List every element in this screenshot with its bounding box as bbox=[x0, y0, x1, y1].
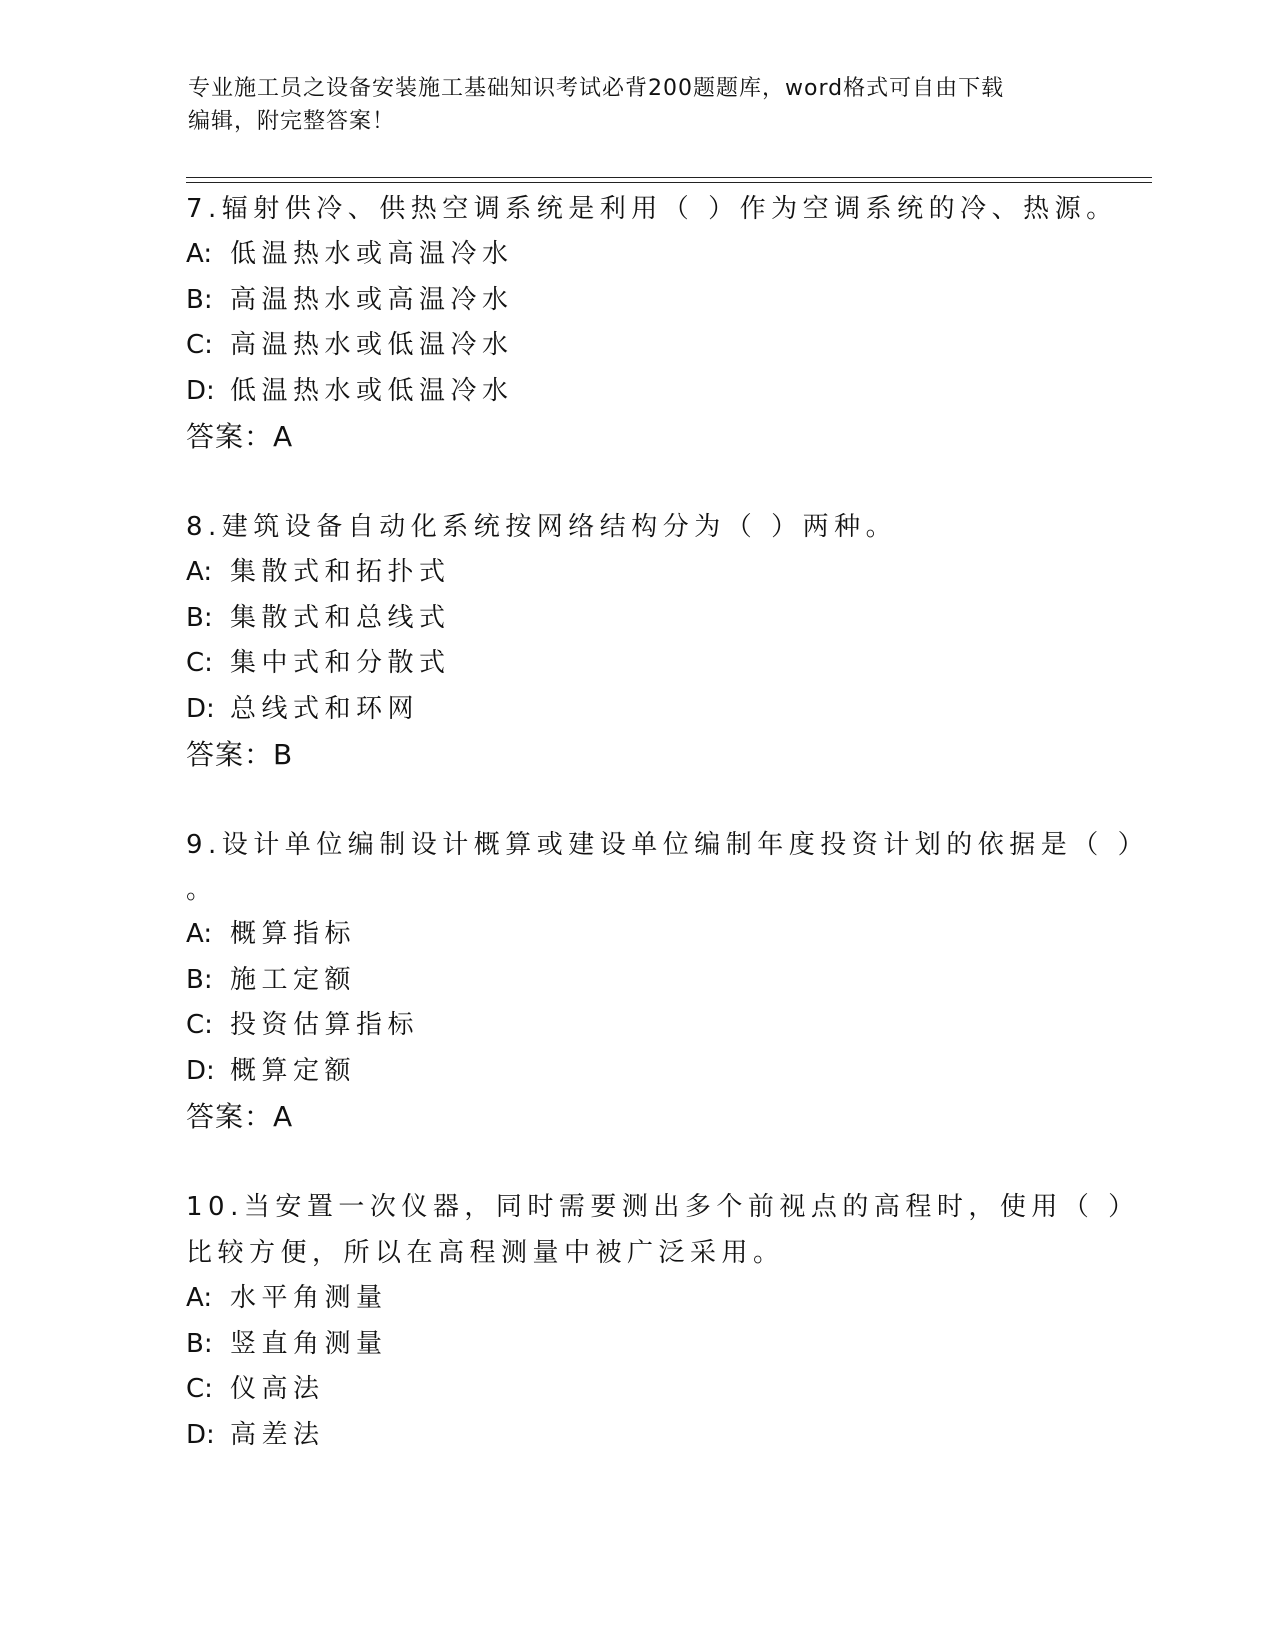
option-c bbox=[186, 641, 1086, 687]
question-stem-continued: 比较方便，所以在高程测量中被广泛采用。 bbox=[186, 1238, 785, 1268]
option-letter: B: bbox=[186, 284, 213, 315]
answer-label: 答案：A bbox=[186, 420, 294, 453]
header-divider-top bbox=[186, 177, 1152, 178]
option-text: 低温热水或低温冷水 bbox=[230, 375, 514, 406]
option-a bbox=[186, 550, 1086, 596]
option-letter: A: bbox=[186, 1283, 213, 1313]
header-divider-bottom bbox=[186, 182, 1152, 183]
option-b bbox=[186, 596, 1086, 642]
option-text: 总线式和环网 bbox=[230, 693, 420, 724]
option-text: 竖直角测量 bbox=[230, 1328, 388, 1359]
question-stem: 7.辐射供冷、供热空调系统是利用（ ）作为空调系统的冷、热源。 bbox=[186, 194, 1118, 224]
option-text: 高温热水或高温冷水 bbox=[230, 284, 514, 315]
option-text: 投资估算指标 bbox=[230, 1010, 420, 1040]
option-c bbox=[186, 1367, 1086, 1413]
option-text: 集散式和总线式 bbox=[230, 602, 451, 633]
option-letter: C: bbox=[186, 1010, 213, 1040]
question-stem-continued: 。 bbox=[186, 875, 218, 905]
option-b bbox=[186, 1322, 1086, 1368]
option-letter: C: bbox=[186, 330, 213, 360]
option-letter: A: bbox=[186, 557, 213, 587]
answer-label: 答案：B bbox=[186, 738, 294, 771]
question-stem: 8.建筑设备自动化系统按网络结构分为（ ）两种。 bbox=[186, 512, 898, 542]
option-d bbox=[186, 1049, 1086, 1095]
option-text: 集散式和拓扑式 bbox=[230, 557, 451, 587]
question-stem: 9.设计单位编制设计概算或建设单位编制年度投资计划的依据是（ ） bbox=[186, 830, 1150, 860]
option-letter: A: bbox=[186, 919, 213, 949]
option-text: 概算指标 bbox=[230, 919, 357, 949]
option-letter: A: bbox=[186, 239, 213, 269]
option-text: 低温热水或高温冷水 bbox=[230, 239, 514, 269]
option-letter: C: bbox=[186, 1374, 213, 1404]
question-7 bbox=[186, 186, 1118, 460]
option-text: 概算定额 bbox=[230, 1055, 357, 1086]
option-letter: D: bbox=[186, 1419, 215, 1450]
option-text: 施工定额 bbox=[230, 964, 357, 995]
option-text: 集中式和分散式 bbox=[230, 648, 451, 678]
option-letter: B: bbox=[186, 964, 213, 995]
question-stem: 10.当安置一次仪器，同时需要测出多个前视点的高程时，使用（ ） bbox=[186, 1192, 1140, 1222]
option-letter: D: bbox=[186, 693, 215, 724]
header-line-1: 专业施工员之设备安装施工基础知识考试必背200题题库，word格式可自由下载 bbox=[188, 76, 1005, 101]
option-letter: D: bbox=[186, 375, 215, 406]
question-10 bbox=[186, 1184, 1140, 1458]
option-b bbox=[186, 278, 1086, 324]
option-letter: B: bbox=[186, 1328, 213, 1359]
question-9 bbox=[186, 822, 1150, 1140]
option-text: 水平角测量 bbox=[230, 1283, 388, 1313]
document-header bbox=[188, 72, 1088, 138]
option-c bbox=[186, 323, 1086, 369]
option-d bbox=[186, 369, 1086, 415]
option-a bbox=[186, 1276, 1086, 1322]
option-text: 高差法 bbox=[230, 1419, 325, 1450]
option-b bbox=[186, 958, 1086, 1004]
option-a bbox=[186, 232, 1086, 278]
header-line-2: 编辑，附完整答案！ bbox=[188, 109, 396, 134]
option-d bbox=[186, 1413, 1086, 1459]
question-list bbox=[186, 186, 1150, 1502]
option-letter: C: bbox=[186, 648, 213, 678]
option-text: 仪高法 bbox=[230, 1374, 325, 1404]
option-d bbox=[186, 687, 1086, 733]
option-a bbox=[186, 912, 1086, 958]
option-c bbox=[186, 1003, 1086, 1049]
option-letter: D: bbox=[186, 1055, 215, 1086]
answer-label: 答案：A bbox=[186, 1100, 294, 1133]
option-text: 高温热水或低温冷水 bbox=[230, 330, 514, 360]
option-letter: B: bbox=[186, 602, 213, 633]
question-8 bbox=[186, 504, 1086, 778]
